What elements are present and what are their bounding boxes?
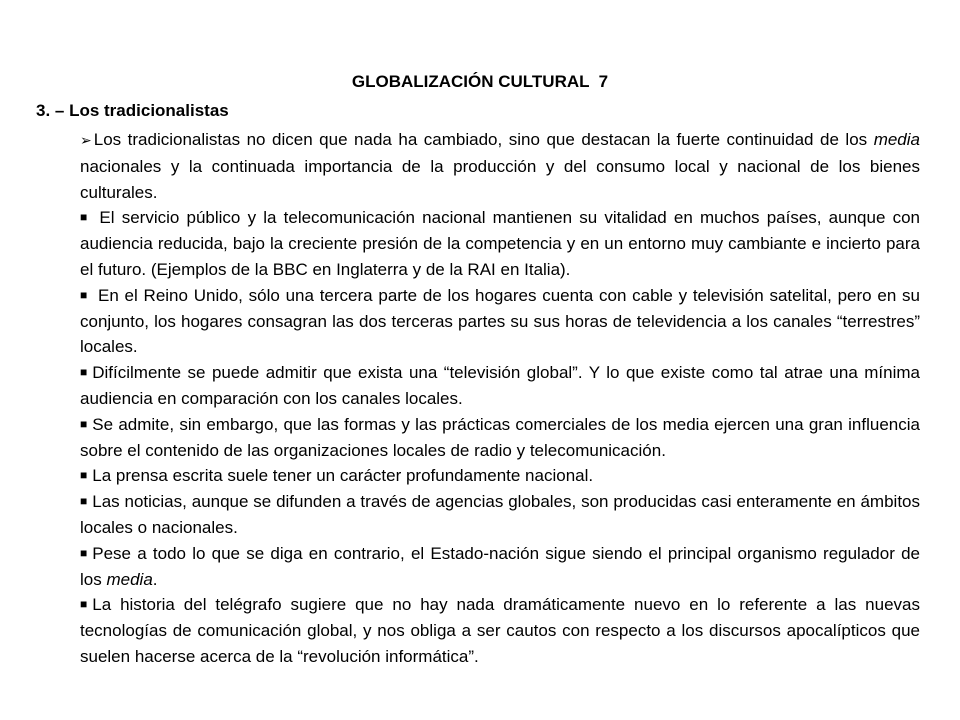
square-bullet-icon: ■ [80, 597, 88, 612]
item-emphasis: media [106, 569, 153, 589]
square-bullet-icon: ■ [80, 468, 88, 483]
item-text: nacionales y la continuada importancia de la producción y del consumo local y nacional de los bienes culturales. [80, 156, 920, 202]
square-bullet-icon: ■ [80, 287, 88, 302]
list-item [80, 205, 920, 282]
item-text: Las noticias, aunque se difunden a través de agencias globales, son producidas casi enteramente en ámbitos locales o nacionales. [80, 492, 920, 537]
square-bullet-icon: ■ [80, 416, 88, 431]
slide-title: GLOBALIZACIÓN CULTURAL 7 [351, 72, 609, 91]
list-item [80, 463, 920, 489]
bullet-list [80, 127, 920, 670]
item-emphasis: media [873, 130, 920, 149]
list-item [80, 489, 920, 541]
item-text: . [152, 569, 158, 589]
item-text: Se admite, sin embargo, que las formas y las prácticas comerciales de los media ejercen una gran influencia sobre el contenido de las organizaciones locales de radio y telecomunicación. [80, 414, 920, 460]
item-text: En el Reino Unido, sólo una tercera parte de los hogares cuenta con cable y televisión satelital, pero en su conjunto, los hogares consagran las dos terceras partes su sus horas de televidencia a los canales “terrestres” locales. [80, 285, 920, 357]
list-item [80, 412, 920, 464]
square-bullet-icon: ■ [80, 494, 88, 509]
list-item [80, 127, 920, 205]
list-item [80, 541, 920, 593]
item-text: Pese a todo lo que se diga en contrario, el Estado-nación sigue siendo el principal organismo regulador de los [80, 543, 920, 589]
item-text: La historia del telégrafo sugiere que no hay nada dramáticamente nuevo en lo referente a las nuevas tecnologías de comunicación global, y nos obliga a ser cautos con respecto a los discursos apocalípticos que suelen hacerse acerca de la “revolución informática”. [80, 595, 920, 666]
item-text: Difícilmente se puede admitir que exista una “televisión global”. Y lo que existe como tal atrae una mínima audiencia en comparación con los canales locales. [80, 363, 920, 408]
square-bullet-icon: ■ [80, 365, 88, 380]
list-item [80, 592, 920, 669]
item-text: Los tradicionalistas no dicen que nada ha cambiado, sino que destacan la fuerte continuidad de los [93, 130, 874, 149]
list-item [80, 360, 920, 412]
square-bullet-icon: ■ [80, 545, 88, 560]
list-item [80, 283, 920, 360]
item-text: La prensa escrita suele tener un carácter profundamente nacional. [92, 466, 594, 486]
arrow-bullet-icon: ➢ [80, 132, 92, 148]
section-heading: 3. – Los tradicionalistas [36, 101, 229, 120]
item-text: El servicio público y la telecomunicación nacional mantienen su vitalidad en muchos países, aunque con audiencia reducida, bajo la creciente presión de la competencia y en un entorno muy cambiante e incierto para el futuro. (Ejemplos de la BBC en Inglaterra y de la RAI en Italia). [80, 208, 920, 279]
square-bullet-icon: ■ [80, 210, 88, 225]
